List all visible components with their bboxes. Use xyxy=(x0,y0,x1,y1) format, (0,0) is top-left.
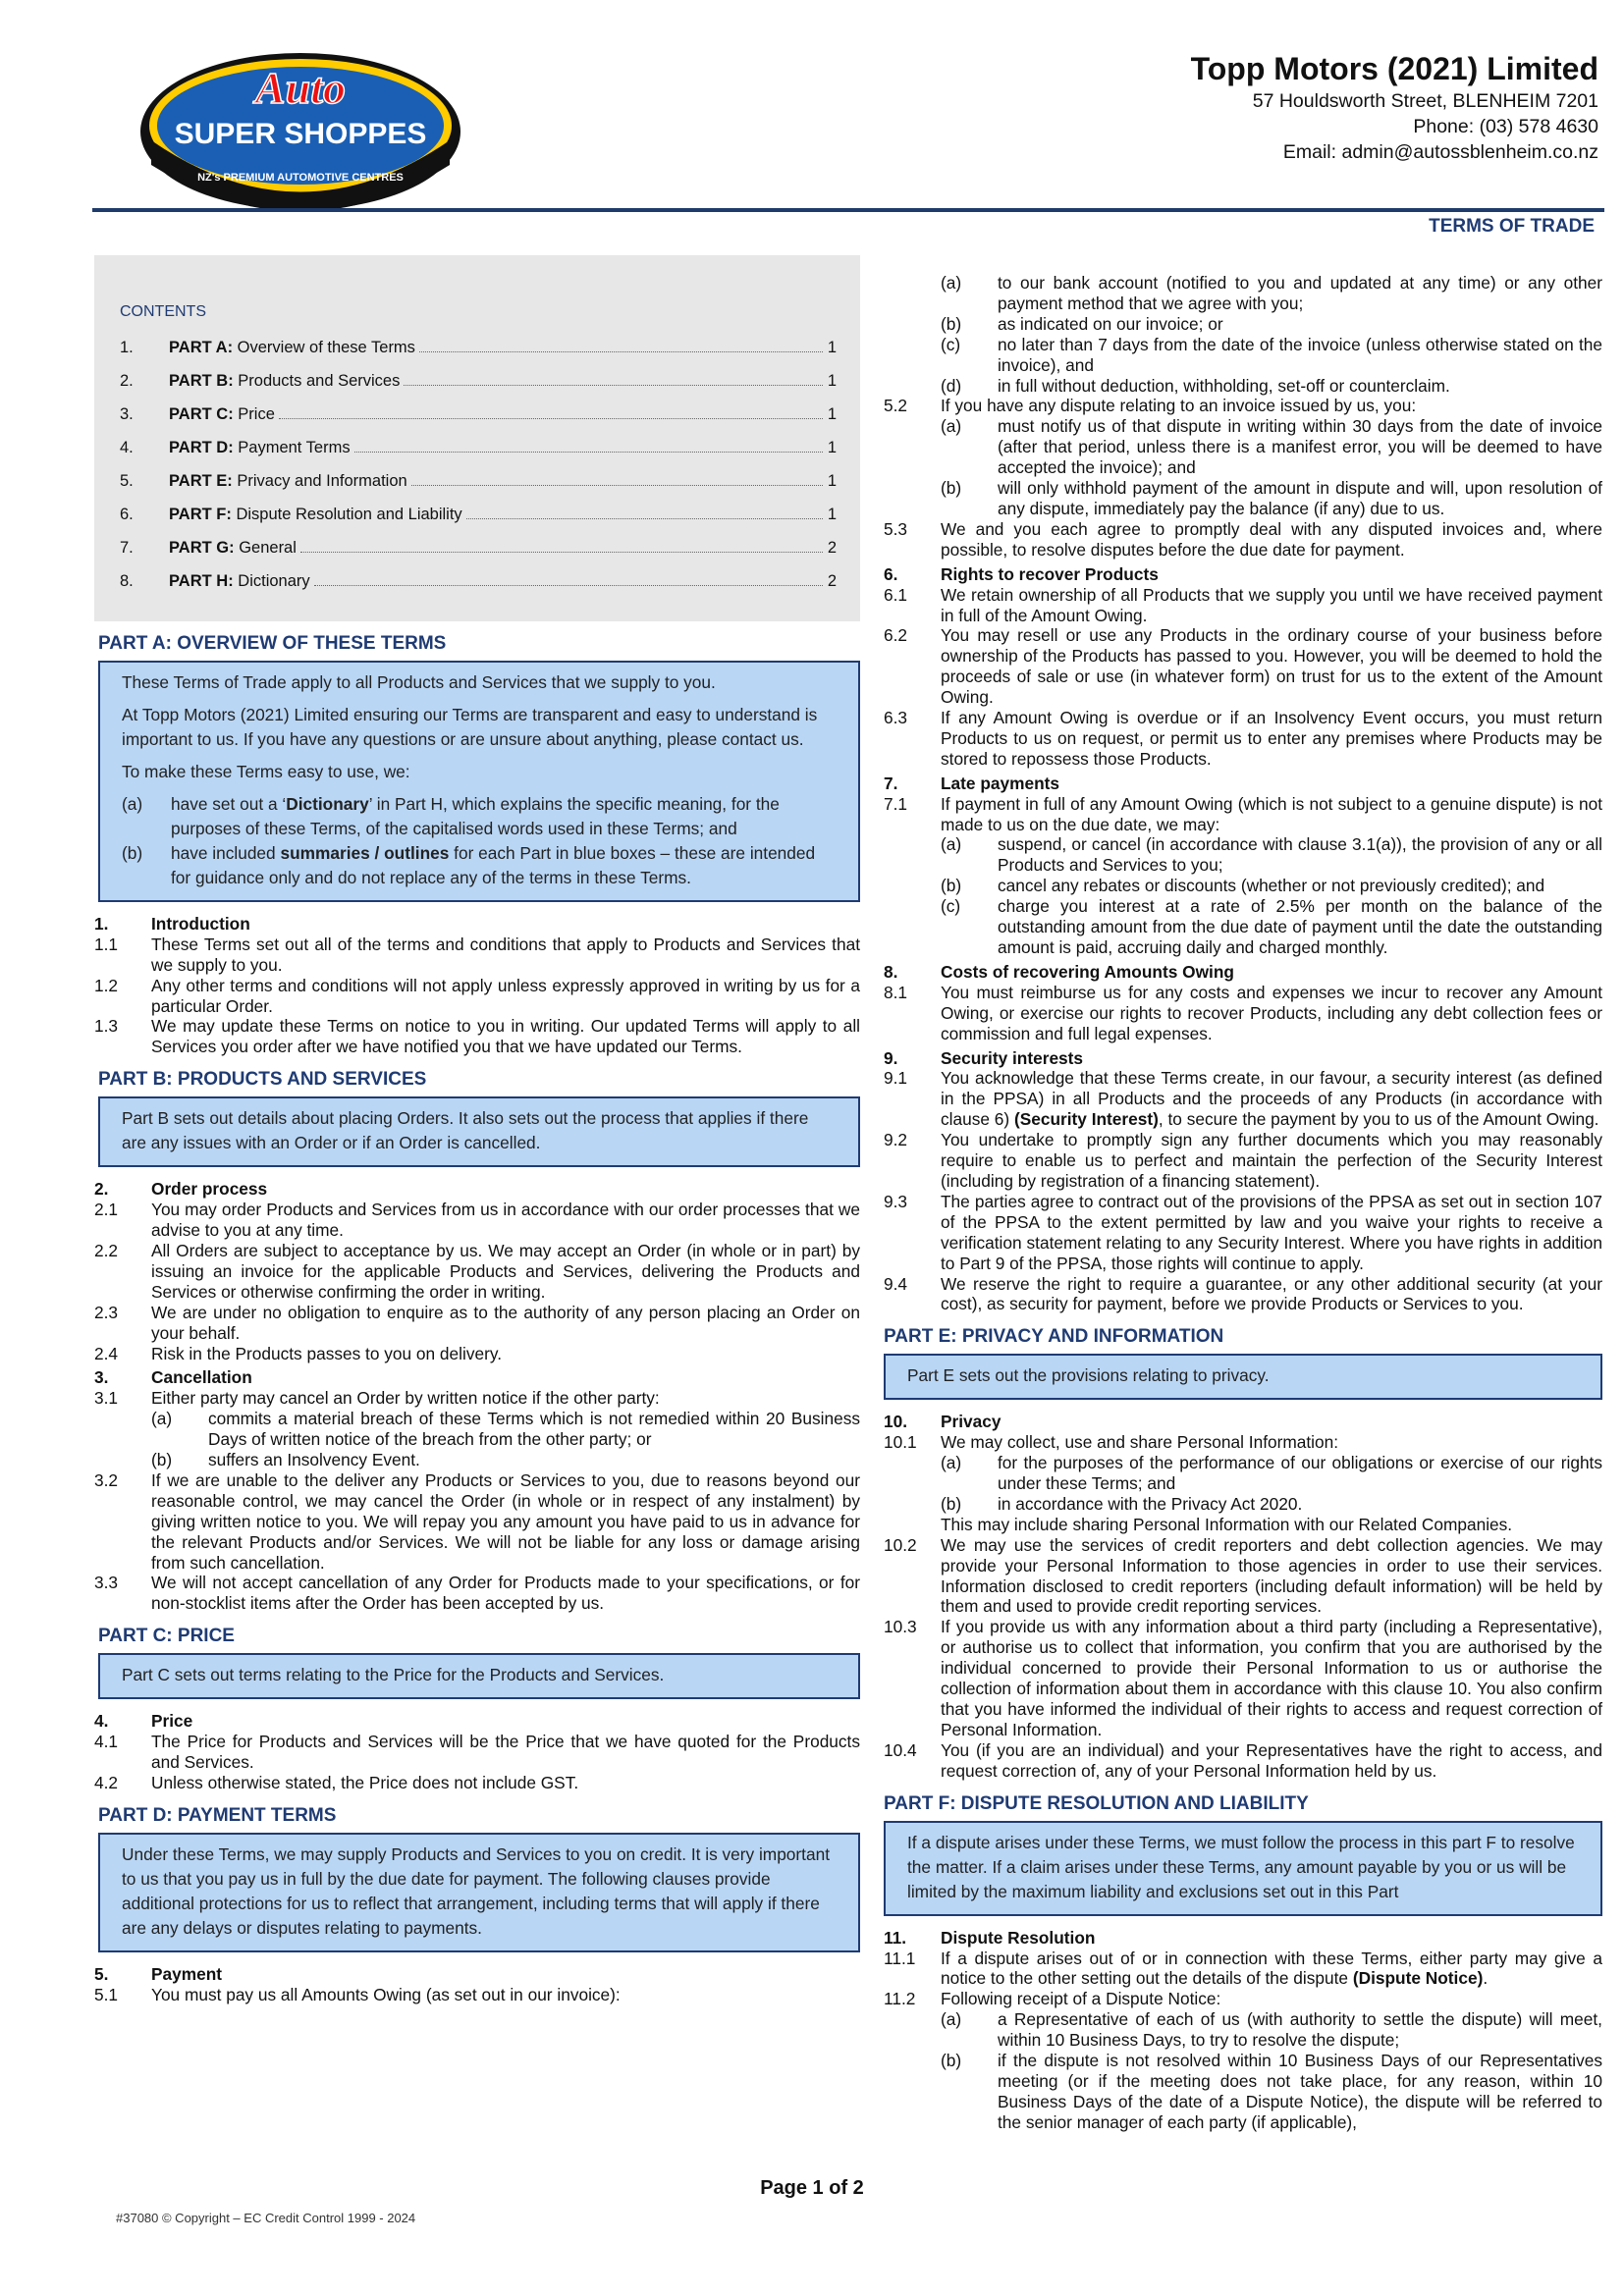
sub-clause: (b) if the dispute is not resolved within 10 Business Days of our Representatives meeting (or if the meeting does not take place, for any reason, within 10 Business Days of the date of a Dispute Notice), the dispute will be referred to the senior manager of each party (if applicable), xyxy=(941,2051,1602,2132)
clause: 9.3 The parties agree to contract out of the provisions of the PPSA as set out in section 107 of the PPSA to the extent permitted by law and you waive your rights to receive a verification statement relating to any Security Interest. Where you have rights in addition to Part 9 of the PPSA, those rights will continue to apply. xyxy=(884,1191,1602,1273)
section-heading: 6. Rights to recover Products xyxy=(884,563,1159,584)
part-e-heading: PART E: PRIVACY AND INFORMATION xyxy=(884,1326,1224,1348)
part-f-heading: PART F: DISPUTE RESOLUTION AND LIABILITY xyxy=(884,1792,1309,1814)
clause: 11.1 If a dispute arises out of or in connection with these Terms, either party may give a notice to the other setting out the details of the dispute (Dispute Notice). xyxy=(884,1948,1602,1989)
company-logo xyxy=(137,47,463,214)
clause: 3.1 Either party may cancel an Order by written notice if the other party: xyxy=(94,1388,660,1409)
clause: 1.3 We may update these Terms on notice to you in writing. Our updated Terms will apply to all Services you order after we have notified you that we have updated our Terms. xyxy=(94,1016,860,1057)
clause: 3.3 We will not accept cancellation of any Order for Products made to your specifications, or for non-stocklist items after the Order has been accepted by us. xyxy=(94,1573,860,1614)
clause: 2.3 We are under no obligation to enquire as to the authority of any person placing an Order on your behalf. xyxy=(94,1302,860,1343)
clause: 10.3 If you provide us with any information about a third party (including a Representative), or authorise us to collect that information, you confirm that you are authorised by the individual concerned to provide their Personal Information to us or authorise the collection of information about them in accordance with this clause 10. You also confirm that you have informed the individual of their rights to access and request correction of Personal Information. xyxy=(884,1617,1602,1739)
section-heading: 7. Late payments xyxy=(884,773,1060,793)
clause: 5.1 You must pay us all Amounts Owing (as set out in our invoice): xyxy=(94,1984,621,2004)
clause: 10.2 We may use the services of credit reporters and debt collection agencies. We may provide your Personal Information to those agencies in order to use their services. Information disclosed to credit reporters (including default information) will be held by them and used to provide credit reporting services. xyxy=(884,1534,1602,1617)
clause: 8.1 You must reimburse us for any costs and expenses we incur to recover any Amount Owing, or exercise our rights to recover Products, including any debt collection fees or commission and full legal expenses. xyxy=(884,982,1602,1043)
header-rule xyxy=(92,208,1604,212)
sub-clause: (d) in full without deduction, withholding, set-off or counterclaim. xyxy=(941,375,1450,396)
clause-continuation: This may include sharing Personal Information with our Related Companies. xyxy=(941,1514,1513,1534)
company-phone: Phone: (03) 578 4630 xyxy=(1413,116,1598,137)
left-column xyxy=(94,255,860,2005)
part-a-heading: PART A: OVERVIEW OF THESE TERMS xyxy=(98,632,447,654)
company-name: Topp Motors (2021) Limited xyxy=(1190,51,1598,86)
clause: 9.4 We reserve the right to require a guarantee, or any other additional security (at your cost), as security for payment, before we provide Products or Services to you. xyxy=(884,1273,1602,1314)
logo-main-text: SUPER SHOPPES xyxy=(174,118,427,150)
sub-clause: (b) will only withhold payment of the amount in dispute and will, upon resolution of any dispute, immediately pay the balance (if any) due to us. xyxy=(941,478,1602,518)
section-heading: 10. Privacy xyxy=(884,1412,1001,1432)
sub-clause: (a) a Representative of each of us (with authority to settle the dispute) will meet, within 10 Business Days, to try to resolve the dispute; xyxy=(941,2009,1602,2051)
clause: 10.1 We may collect, use and share Personal Information: xyxy=(884,1432,1339,1453)
clause: 7.1 If payment in full of any Amount Owing (which is not subject to a genuine dispute) is not made to us on the due date, we may: xyxy=(884,793,1602,834)
clause: 1.2 Any other terms and conditions will not apply unless expressly approved in writing by us for a particular Order. xyxy=(94,975,860,1016)
toc-row[interactable]: 5. PART E: Privacy and Information 1 xyxy=(120,471,837,490)
clause: 2.4 Risk in the Products passes to you on delivery. xyxy=(94,1343,502,1363)
clause: 3.2 If we are unable to the deliver any Products or Services to you, due to reasons beyond our reasonable control, we may cancel the Order (in whole or in respect of any instalment) by giving written notice to you. We will repay you any amount you have paid to us in advance for the relevant Products and/or Services. We will not be liable for any loss or damage arising from such cancellation. xyxy=(94,1469,860,1573)
part-b-summary-box: Part B sets out details about placing Orders. It also sets out the process that applies if there are any issues with an Order or if an Order is cancelled. xyxy=(98,1096,860,1167)
clause: 1.1 These Terms set out all of the terms and conditions that apply to Products and Services that we supply to you. xyxy=(94,934,860,975)
clause: 4.1 The Price for Products and Services will be the Price that we have quoted for the Products and Services. xyxy=(94,1732,860,1773)
part-a-summary-box: These Terms of Trade apply to all Products and Services that we supply to you. At Topp Motors (2021) Limited ensuring our Terms are transparent and easy to understand is important to us. If you have any questions or are unsure about anything, please contact us. To make these Terms easy to use, we: (a) have set out a ‘Dictionary’ in Part H, which explains the specific meaning, for the purposes of these Terms, of the capitalised words used in these Terms; and (b) have included summaries / outlines for each Part in blue boxes – these are intended for guidance only and do not replace any of the terms in these Terms. xyxy=(98,661,860,902)
sub-clause: (b) as indicated on our invoice; or xyxy=(941,313,1223,334)
part-d-summary-box: Under these Terms, we may supply Products and Services to you on credit. It is very important to us that you pay us in full by the due date for payment. The following clauses provide additional protections for us to reflect that arrangement, including terms that will apply if there are any delays or disputes relating to payments. xyxy=(98,1833,860,1952)
company-address: 57 Houldsworth Street, BLENHEIM 7201 xyxy=(1252,90,1598,112)
clause: 11.2 Following receipt of a Dispute Notice: xyxy=(884,1989,1221,2009)
clause: 10.4 You (if you are an individual) and your Representatives have the right to access, and request correction of, any of your Personal Information held by us. xyxy=(884,1739,1602,1781)
clause: 5.2 If you have any dispute relating to an invoice issued by us, you: xyxy=(884,396,1417,416)
sub-clause: (a) commits a material breach of these Terms which is not remedied within 20 Business Days of written notice of the breach from the other party; or xyxy=(151,1409,860,1450)
section-heading: 8. Costs of recovering Amounts Owing xyxy=(884,961,1234,982)
sub-clause: (c) no later than 7 days from the date of the invoice (unless otherwise stated on the invoice), and xyxy=(941,334,1602,375)
clause: 4.2 Unless otherwise stated, the Price does not include GST. xyxy=(94,1773,579,1792)
section-heading: 2. Order process xyxy=(94,1179,268,1200)
clause: 2.2 All Orders are subject to acceptance by us. We may accept an Order (in whole or in part) by issuing an invoice for the applicable Products and Services, delivering the Products and Services or otherwise confirming the order in writing. xyxy=(94,1240,860,1302)
toc-row[interactable]: 6. PART F: Dispute Resolution and Liability 1 xyxy=(120,505,837,523)
clause: 6.2 You may resell or use any Products in the ordinary course of your business before ownership of the Products has passed to you. However, you will be deemed to hold the proceeds of sale or use (in whatever form) on trust for us to the extent of the Amount Owing. xyxy=(884,625,1602,708)
sub-clause: (b) in accordance with the Privacy Act 2020. xyxy=(941,1493,1303,1514)
part-f-summary-box: If a dispute arises under these Terms, we must follow the process in this part F to resolve the matter. If a claim arises under these Terms, any amount payable by you or us will be limited by the maximum liability and exclusions set out in this Part xyxy=(884,1821,1602,1916)
clause: 5.3 We and you each agree to promptly deal with any disputed invoices and, where possible, to resolve disputes before the due date for payment. xyxy=(884,518,1602,560)
right-column xyxy=(884,273,1602,2133)
section-heading: 9. Security interests xyxy=(884,1047,1084,1068)
page-number: Page 1 of 2 xyxy=(760,2177,864,2199)
logo-tagline: NZ's PREMIUM AUTOMOTIVE CENTRES xyxy=(197,172,404,184)
toc-row[interactable]: 2. PART B: Products and Services 1 xyxy=(120,371,837,390)
clause: 9.2 You undertake to promptly sign any further documents which you may reasonably require to enable us to perfect and maintain the perfection of the Security Interest (including by registration of a financing statement). xyxy=(884,1130,1602,1191)
contents-box xyxy=(94,255,860,621)
toc-row[interactable]: 4. PART D: Payment Terms 1 xyxy=(120,438,837,456)
sub-clause: (b) suffers an Insolvency Event. xyxy=(151,1450,420,1470)
toc-row[interactable]: 1. PART A: Overview of these Terms 1 xyxy=(120,338,837,356)
copyright-notice: #37080 © Copyright – EC Credit Control 1999 - 2024 xyxy=(116,2211,416,2225)
box-list-item: (a) have set out a ‘Dictionary’ in Part H, which explains the specific meaning, for the purposes of these Terms, of the capitalised words used in these Terms; and xyxy=(122,793,780,838)
section-heading: 4. Price xyxy=(94,1711,193,1732)
contents-title: CONTENTS xyxy=(120,303,206,320)
section-heading: 3. Cancellation xyxy=(94,1367,252,1388)
toc-row[interactable]: 7. PART G: General 2 xyxy=(120,538,837,557)
clause: 6.3 If any Amount Owing is overdue or if an Insolvency Event occurs, you must return Products to us on request, or permit us to enter any premises where Products may be stored to repossess those Products. xyxy=(884,708,1602,769)
document-title: TERMS OF TRADE xyxy=(1429,216,1595,237)
section-heading: 11. Dispute Resolution xyxy=(884,1927,1096,1948)
sub-clause: (c) charge you interest at a rate of 2.5% per month on the balance of the outstanding amount from the due date of payment until the date the outstanding amount is paid, accruing daily and charged monthly. xyxy=(941,896,1602,957)
sub-clause: (a) to our bank account (notified to you and updated at any time) or any other payment method that we agree with you; xyxy=(941,273,1602,313)
part-e-summary-box: Part E sets out the provisions relating to privacy. xyxy=(884,1354,1602,1400)
clause: 9.1 You acknowledge that these Terms create, in our favour, a security interest (as defined in the PPSA) in all Products and the proceeds of any Products (in accordance with clause 6) (Security Interest), to secure the payment by you to us of the Amount Owing. xyxy=(884,1068,1602,1130)
logo-script-text: Auto xyxy=(254,63,347,113)
part-d-heading: PART D: PAYMENT TERMS xyxy=(98,1804,337,1826)
clause: 6.1 We retain ownership of all Products that we supply you until we have received payment in full of the Amount Owing. xyxy=(884,584,1602,625)
part-b-heading: PART B: PRODUCTS AND SERVICES xyxy=(98,1069,427,1091)
company-email: Email: admin@autossblenheim.co.nz xyxy=(1282,141,1598,163)
box-list-item: (b) have included summaries / outlines for each Part in blue boxes – these are intended for guidance only and do not replace any of the terms in these Terms. xyxy=(122,842,816,887)
section-heading: 1. Introduction xyxy=(94,913,250,934)
toc-row[interactable]: 3. PART C: Price 1 xyxy=(120,404,837,423)
company-details xyxy=(1049,49,1598,165)
toc-row[interactable]: 8. PART H: Dictionary 2 xyxy=(120,571,837,590)
sub-clause: (a) for the purposes of the performance of our obligations or exercise of our rights under these Terms; and xyxy=(941,1453,1602,1494)
clause: 2.1 You may order Products and Services from us in accordance with our order processes that we advise to you at any time. xyxy=(94,1200,860,1241)
sub-clause: (a) must notify us of that dispute in writing within 30 days from the date of invoice (after that period, unless there is a manifest error, you will be deemed to have accepted the invoice); and xyxy=(941,416,1602,478)
sub-clause: (a) suspend, or cancel (in accordance with clause 3.1(a)), the provision of any or all Products and Services to you; xyxy=(941,834,1602,876)
sub-clause: (b) cancel any rebates or discounts (whether or not previously credited); and xyxy=(941,876,1545,896)
part-c-heading: PART C: PRICE xyxy=(98,1626,235,1647)
part-c-summary-box: Part C sets out terms relating to the Price for the Products and Services. xyxy=(98,1653,860,1699)
section-heading: 5. Payment xyxy=(94,1963,223,1984)
